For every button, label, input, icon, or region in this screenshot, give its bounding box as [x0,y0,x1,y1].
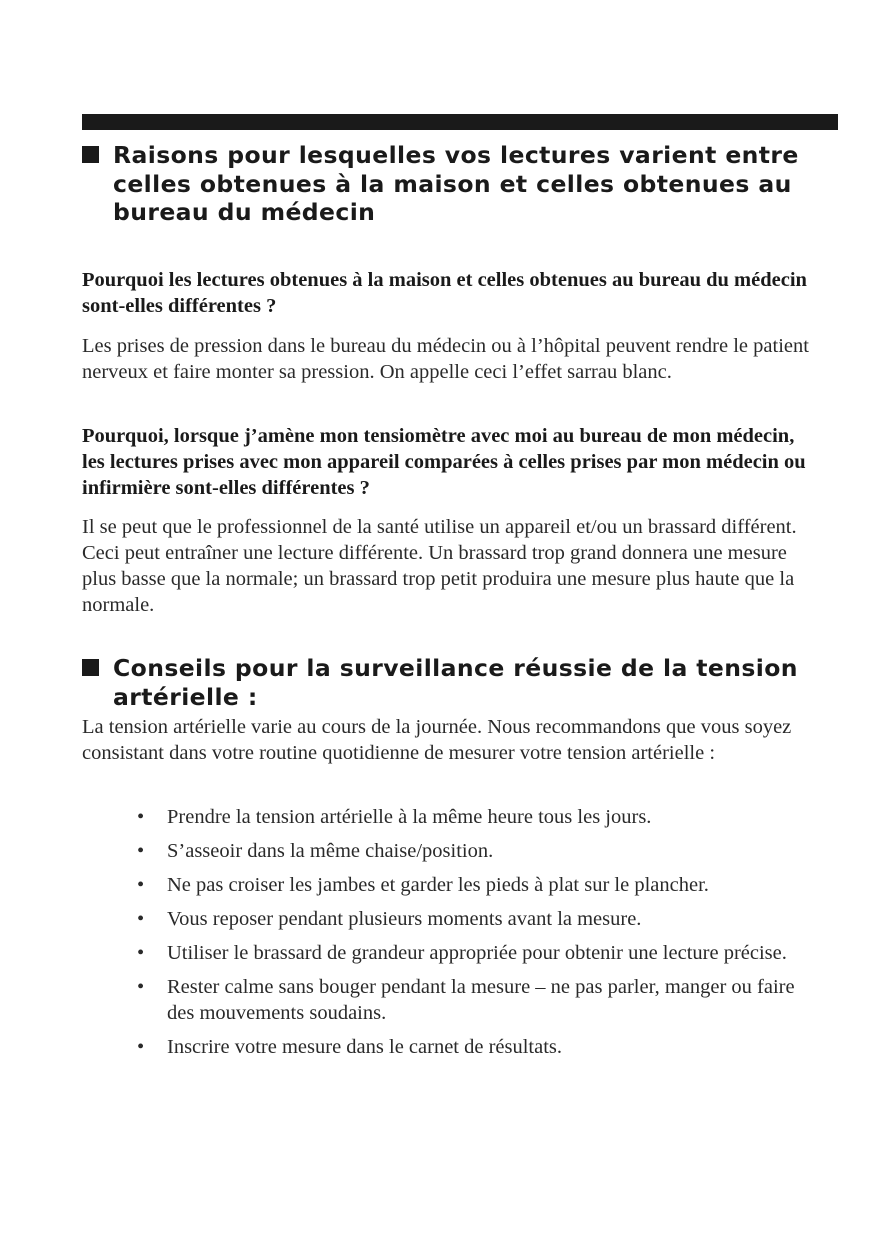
question-home-vs-office: Pourquoi les lectures obtenues à la maison et celles obtenues au bureau du médecin sont-elles différentes ? [82,269,807,317]
bullet-dot-icon: • [137,874,145,896]
section-heading-tips [82,654,838,711]
bullet-dot-icon: • [137,976,145,998]
top-divider-bar [82,114,838,130]
list-item-text: Inscrire votre mesure dans le carnet de résultats. [167,1036,563,1058]
list-item [137,940,817,966]
section-heading-text: Raisons pour lesquelles vos lectures varient entre celles obtenues à la maison et celles obtenues au bureau du médecin [113,141,799,226]
list-item-text: S’asseoir dans la même chaise/position. [167,840,494,862]
list-item [137,906,817,932]
answer-different-device-cuff: Il se peut que le professionnel de la santé utilise un appareil et/ou un brassard différent. Ceci peut entraîner une lecture différente. Un brassard trop grand donnera une mesure plus basse que la normale; un brassard trop petit produira une mesure plus haute que la normale. [82,516,797,616]
list-item [137,872,817,898]
list-item [137,1034,817,1060]
bullet-dot-icon: • [137,1036,145,1058]
square-bullet-icon [82,146,99,163]
question-own-device-at-office: Pourquoi, lorsque j’amène mon tensiomètre avec moi au bureau de mon médecin, les lectures prises avec mon appareil comparées à celles prises par mon médecin ou infirmière sont-elles différentes ? [82,425,806,499]
bullet-dot-icon: • [137,806,145,828]
list-item-text: Ne pas croiser les jambes et garder les pieds à plat sur le plancher. [167,874,709,896]
list-item-text: Vous reposer pendant plusieurs moments avant la mesure. [167,908,642,930]
tips-bullet-list [137,804,817,1068]
section-heading-text: Conseils pour la surveillance réussie de la tension artérielle : [113,654,798,711]
bullet-dot-icon: • [137,840,145,862]
list-item [137,838,817,864]
tips-intro-paragraph: La tension artérielle varie au cours de la journée. Nous recommandons que vous soyez consistant dans votre routine quotidienne de mesurer votre tension artérielle : [82,716,792,764]
answer-white-coat-effect: Les prises de pression dans le bureau du médecin ou à l’hôpital peuvent rendre le patient nerveux et faire monter sa pression. On appelle ceci l’effet sarrau blanc. [82,335,809,383]
list-item-text: Prendre la tension artérielle à la même heure tous les jours. [167,806,652,828]
bullet-dot-icon: • [137,942,145,964]
list-item [137,804,817,830]
bullet-dot-icon: • [137,908,145,930]
section-heading-reasons [82,141,838,227]
list-item [137,974,817,1026]
square-bullet-icon [82,659,99,676]
list-item-text: Rester calme sans bouger pendant la mesure – ne pas parler, manger ou faire des mouvements soudains. [167,976,795,1024]
list-item-text: Utiliser le brassard de grandeur appropriée pour obtenir une lecture précise. [167,942,787,964]
